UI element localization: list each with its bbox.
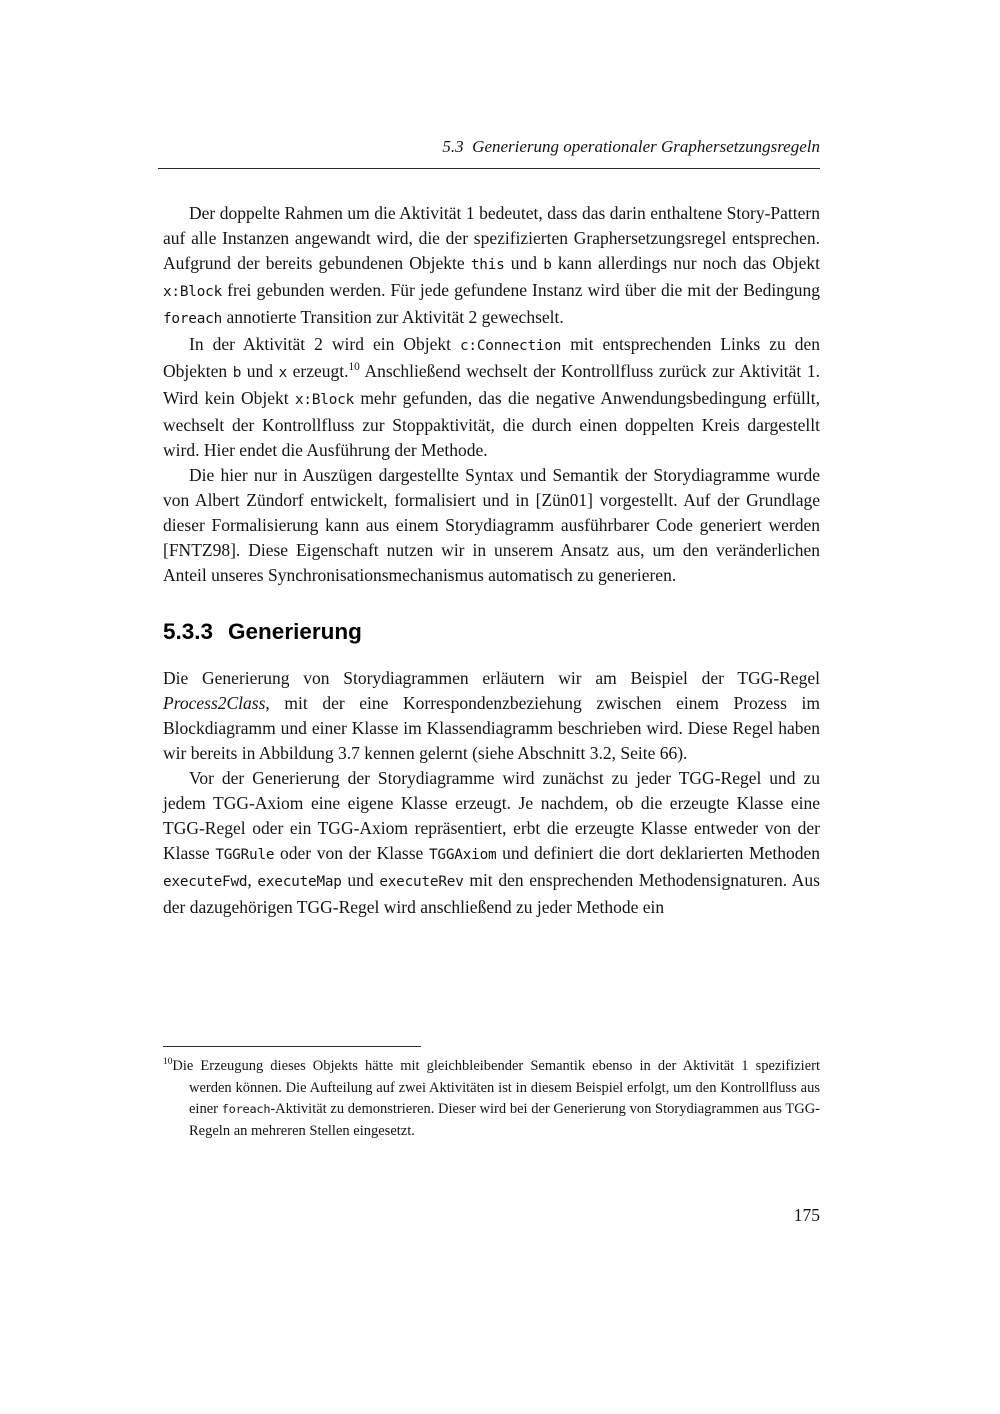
- inline-code: this: [470, 257, 505, 273]
- section-heading: [163, 619, 820, 645]
- text-run: Die Generierung von Storydiagrammen erläutern wir am Beispiel der TGG-Regel: [163, 668, 820, 688]
- inline-code: TGGAxiom: [428, 847, 497, 863]
- text-run: und: [504, 253, 544, 273]
- paragraph: [163, 463, 820, 588]
- inline-code: b: [232, 365, 242, 381]
- inline-code: x:Block: [294, 392, 355, 408]
- paragraph: [163, 201, 820, 332]
- text-run: erzeugt.: [287, 361, 349, 381]
- inline-code: foreach: [221, 1102, 271, 1116]
- inline-code: executeFwd: [163, 874, 248, 890]
- running-header-text: 5.3 Generierung operationaler Graphersetzungsregeln: [442, 137, 820, 156]
- text-run: In der Aktivität 2 wird ein Objekt: [189, 334, 460, 354]
- emphasis-text: Process2Class: [163, 693, 266, 713]
- inline-code: c:Connection: [459, 338, 562, 354]
- inline-code: foreach: [163, 311, 223, 327]
- paragraph: [163, 666, 820, 766]
- text-run: -Aktivität zu demonstrieren. Dieser wird bei der Generierung von Storydiagrammen aus TGG-Regeln an mehreren Stellen eingesetzt.: [189, 1101, 820, 1139]
- text-run: Die Erzeugung dieses Objekts hätte mit gleichbleibender Semantik ebenso in der Aktivität 1 spezifiziert werden können. Die Aufteilung auf zwei Aktivitäten ist in diesem Beispiel erfolgt, um den Kontrollfluss aus einer: [172, 1058, 820, 1117]
- running-header: [158, 136, 820, 169]
- inline-code: b: [543, 257, 552, 273]
- text-run: mit den ensprechenden Methodensignaturen. Aus der dazugehörigen TGG-Regel wird anschließend zu jeder Methode ein: [163, 870, 820, 917]
- text-run: Vor der Generierung der Storydiagramme wird zunächst zu jeder TGG-Regel und zu jedem TGG-Axiom eine eigene Klasse erzeugt. Je nachdem, ob die erzeugte Klasse eine TGG-Regel oder ein TGG-Axiom repräsentiert, erbt die erzeugte Klasse entweder von der Klasse: [163, 768, 820, 863]
- section-number: 5.3.3: [163, 619, 214, 644]
- footnote-marker: 10: [348, 361, 360, 374]
- text-run: Anschließend wechselt der Kontrollfluss zurück zur Aktivität 1. Wird kein Objekt: [163, 361, 821, 408]
- footnote-marker: 10: [163, 1057, 173, 1068]
- text-run: mit entsprechenden Links zu den Objekten: [163, 334, 820, 381]
- inline-code: x: [278, 365, 288, 381]
- text-run: annotierte Transition zur Aktivität 2 gewechselt.: [222, 307, 564, 327]
- text-run: Der doppelte Rahmen um die Aktivität 1 bedeutet, dass das darin enthaltene Story-Pattern auf alle Instanzen angewandt wird, die der spezifizierten Graphersetzungsregel entsprechen. Aufgrund der bereits gebundenen Objekte: [163, 203, 820, 273]
- page-number: 175: [793, 1205, 820, 1225]
- text-run: mehr gefunden, das die negative Anwendungsbedingung erfüllt, wechselt der Kontrollfluss zur Stoppaktivität, die durch einen doppelten Kreis dargestellt wird. Hier endet die Ausführung der Methode.: [163, 388, 820, 460]
- inline-code: TGGRule: [215, 847, 275, 863]
- footnote-block: [163, 1046, 820, 1142]
- paragraph-group-top: [163, 201, 820, 588]
- footnote: [163, 1056, 820, 1142]
- paragraph-group-bottom: [163, 666, 820, 920]
- footnote-rule: [163, 1046, 421, 1047]
- section-title: Generierung: [228, 619, 362, 644]
- inline-code: executeRev: [379, 874, 464, 890]
- text-run: , mit der eine Korrespondenzbeziehung zwischen einem Prozess im Blockdiagramm und einer Klasse im Klassendiagramm beschrieben wird. Diese Regel haben wir bereits in Abbildung 3.7 kennen gelernt (siehe Abschnitt 3.2, Seite 66).: [163, 693, 820, 763]
- text-run: frei gebunden werden. Für jede gefundene Instanz wird über die mit der Bedingung: [222, 280, 820, 300]
- text-run: und definiert die dort deklarierten Methoden: [496, 843, 820, 863]
- text-run: ,: [247, 870, 258, 890]
- text-run: und: [241, 361, 279, 381]
- text-run: Die hier nur in Auszügen dargestellte Syntax und Semantik der Storydiagramme wurde von Albert Zündorf entwickelt, formalisiert und in [Zün01] vorgestellt. Auf der Grundlage dieser Formalisierung kann aus einem Storydiagramm ausführbarer Code generiert werden [FNTZ98]. Diese Eigenschaft nutzen wir in unserem Ansatz aus, um den veränderlichen Anteil unseres Synchronisationsmechanismus automatisch zu generieren.: [163, 465, 820, 585]
- inline-code: x:Block: [163, 284, 223, 300]
- page-body: [163, 201, 820, 920]
- paragraph: [163, 766, 820, 920]
- text-run: und: [341, 870, 380, 890]
- text-run: oder von der Klasse: [274, 843, 429, 863]
- inline-code: executeMap: [257, 874, 342, 890]
- text-run: kann allerdings nur noch das Objekt: [551, 253, 821, 273]
- paragraph: [163, 332, 820, 463]
